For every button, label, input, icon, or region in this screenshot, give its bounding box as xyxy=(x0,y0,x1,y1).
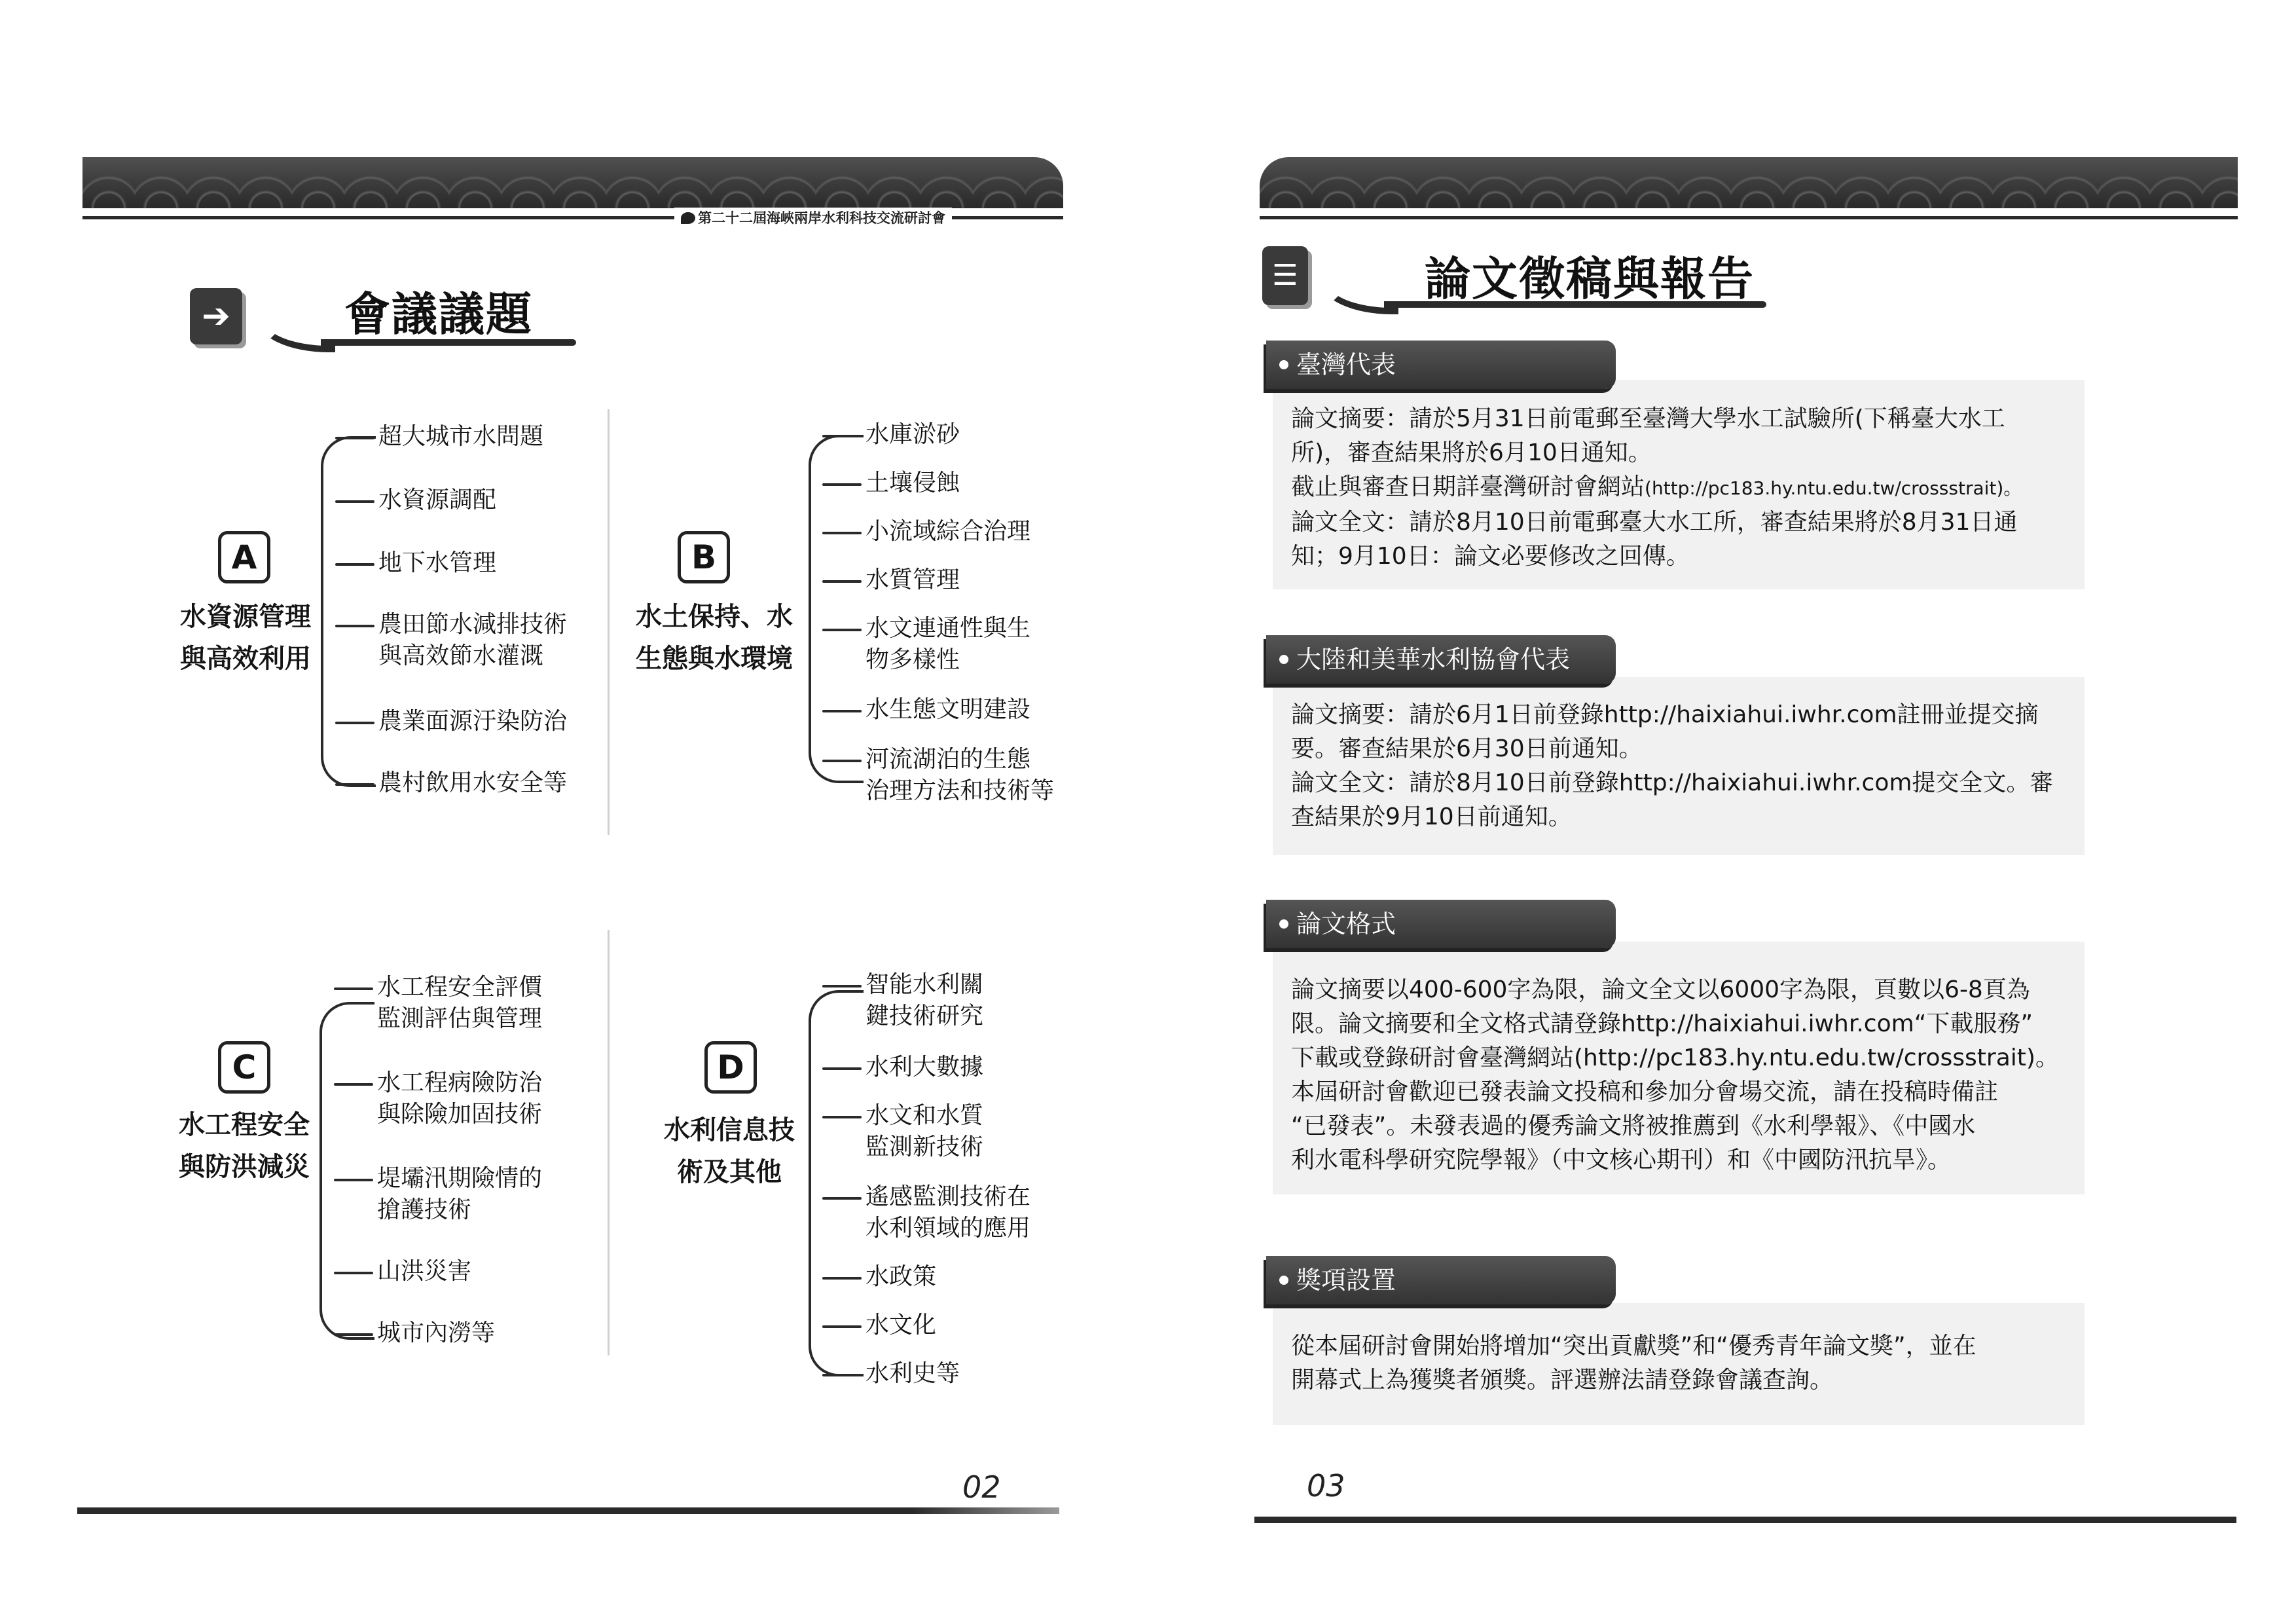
topic-item-d6: 水文化 xyxy=(866,1310,936,1341)
topic-item-b1: 水庫淤砂 xyxy=(866,419,960,451)
category-title-b: 水土保持、水 生態與水環境 xyxy=(636,602,793,674)
topic-item-d1: 智能水利關 鍵技術研究 xyxy=(866,969,983,1032)
page-number-left: 02 xyxy=(962,1469,1001,1505)
category-title-a: 水資源管理 與高效利用 xyxy=(180,602,311,674)
section-label-format: 論文格式 xyxy=(1266,900,1616,948)
category-bracket-c xyxy=(319,1002,374,1340)
topic-item-a6: 農村飲用水安全等 xyxy=(378,767,567,799)
heading-swoosh-left xyxy=(257,312,335,352)
bullet-dot-icon xyxy=(1279,360,1288,369)
topic-item-b5: 水文連通性與生 物多樣性 xyxy=(866,613,1030,676)
topic-item-c5: 城市內澇等 xyxy=(377,1318,495,1349)
category-badge-a: A xyxy=(218,531,270,583)
section-text-format: 論文摘要以400-600字為限，論文全文以6000字為限，頁數以6-8頁為 限。論文摘要和全文格式請登錄http://haixiahui.iwhr.com“下載服務” 下載或登錄研討會臺灣網站(http://pc183.hy.ntu.edu.tw/crossstrait)。 本屆研討會歡迎已發表論文投稿和參加分會場交流，請在投稿時備註 “已發表”。未發表過的優秀論文將被推薦到《水利學報》、《中國水 利水電科學研究院學報》（中文核心期刊）和《中國防汛抗旱》。 xyxy=(1291,976,2059,1173)
category-bracket-b xyxy=(809,435,864,783)
section-label-mainland: 大陸和美華水利協會代表 xyxy=(1266,635,1616,684)
header-rule-right xyxy=(1260,216,2238,219)
topic-item-c1: 水工程安全評價 監測評估與管理 xyxy=(377,972,542,1035)
section-text-mainland: 論文摘要：請於6月1日前登錄http://haixiahui.iwhr.com註冊並提交摘 要。審查結果於6月30日前通知。 論文全文：請於8月10日前登錄http://haixiahui.iwhr.com提交全文。審 查結果於9月10日前通知。 xyxy=(1291,701,2054,830)
column-divider-bottom xyxy=(608,930,610,1356)
category-badge-d: D xyxy=(704,1041,757,1094)
section-label-taiwan: 臺灣代表 xyxy=(1266,341,1616,389)
category-title-c: 水工程安全 與防洪減災 xyxy=(179,1110,310,1182)
footer-rule-left xyxy=(77,1507,1059,1514)
topic-item-c4: 山洪災害 xyxy=(377,1256,471,1287)
topic-item-b4: 水質管理 xyxy=(866,564,960,596)
topic-item-b6: 水生態文明建設 xyxy=(866,694,1030,726)
bullet-dot-icon xyxy=(1279,919,1288,929)
header-wave-band-left xyxy=(82,157,1063,208)
topic-item-a3: 地下水管理 xyxy=(378,547,496,579)
topic-item-b2: 土壤侵蝕 xyxy=(866,468,960,499)
topic-item-a5: 農業面源汙染防治 xyxy=(378,706,567,737)
topic-item-d5: 水政策 xyxy=(866,1261,936,1293)
section-text-taiwan: 論文摘要：請於5月31日前電郵至臺灣大學水工試驗所(下稱臺大水工 所)，審查結果將於6月10日通知。 截止與審查日期詳臺灣研討會網站(http://pc183.hy.ntu.edu.tw/crossstrait)。 論文全文：請於8月10日前電郵臺大水工所，審查結果將於8月31日通 知；9月10日：論文必要修改之回傳。 xyxy=(1291,405,2022,570)
topic-item-d7: 水利史等 xyxy=(866,1358,960,1390)
section-label-awards: 獎項設置 xyxy=(1266,1256,1616,1304)
column-divider-top xyxy=(608,409,610,835)
topic-item-a1: 超大城市水問題 xyxy=(378,421,543,452)
header-wave-band-right xyxy=(1260,157,2238,208)
category-badge-b: B xyxy=(678,531,730,583)
section-text-awards: 從本屆研討會開始將增加“突出貢獻獎”和“優秀青年論文獎”，並在 開幕式上為獲獎者頒獎。評選辦法請登錄會議查詢。 xyxy=(1291,1333,1977,1393)
conference-title: 第二十二屆海峽兩岸水利科技交流研討會 xyxy=(674,208,952,227)
document-icon: ☰ xyxy=(1262,246,1308,305)
topic-item-c2: 水工程病險防治 與除險加固技術 xyxy=(377,1067,542,1130)
conference-logo-icon xyxy=(681,212,695,224)
footer-rule-right xyxy=(1254,1517,2236,1523)
category-bracket-a xyxy=(321,436,376,787)
topic-item-c3: 堤壩汛期險情的 搶護技術 xyxy=(377,1163,542,1226)
arrow-right-icon: ➔ xyxy=(190,288,242,344)
page-title-papers: 論文徵稿與報告 xyxy=(1425,252,1755,306)
topic-item-a4: 農田節水減排技術 與高效節水灌溉 xyxy=(378,609,567,672)
topic-item-b7: 河流湖泊的生態 治理方法和技術等 xyxy=(866,744,1054,807)
page-number-right: 03 xyxy=(1307,1468,1345,1504)
category-bracket-d xyxy=(809,990,864,1376)
topic-item-a2: 水資源調配 xyxy=(378,485,496,516)
category-title-d: 水利信息技 術及其他 xyxy=(664,1115,795,1187)
bullet-dot-icon xyxy=(1279,1276,1288,1285)
category-badge-c: C xyxy=(218,1041,270,1094)
bullet-dot-icon xyxy=(1279,655,1288,664)
heading-swoosh-right xyxy=(1320,274,1398,314)
topic-item-d2: 水利大數據 xyxy=(866,1052,983,1083)
topic-item-d3: 水文和水質 監測新技術 xyxy=(866,1100,983,1163)
topic-item-b3: 小流域綜合治理 xyxy=(866,516,1030,547)
page-title-topics: 會議議題 xyxy=(344,287,533,341)
topic-item-d4: 遙感監測技術在 水利領域的應用 xyxy=(866,1181,1030,1244)
